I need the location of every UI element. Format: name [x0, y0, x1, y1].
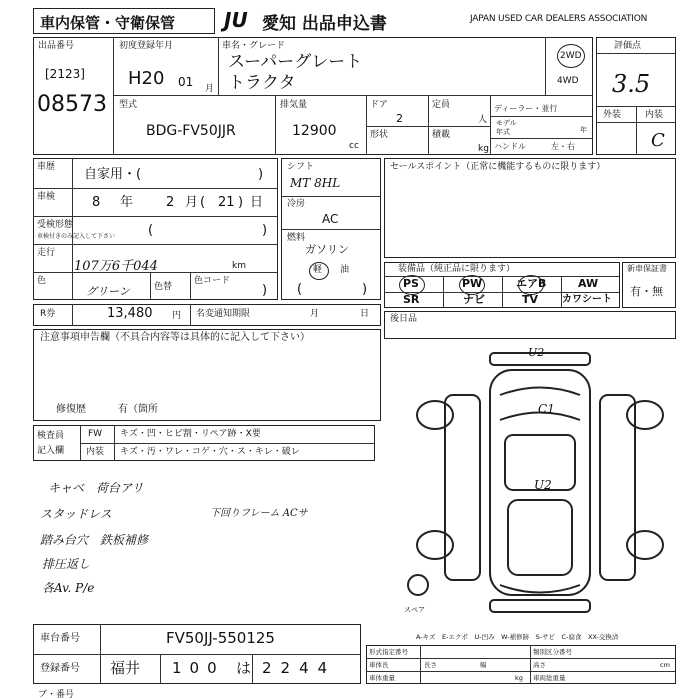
spec-c7: cm	[660, 661, 670, 669]
equip-item-seat: カワシート	[562, 294, 612, 305]
remark-3: 踏み台穴 鉄板補修	[40, 533, 149, 547]
equip-item-sr: SR	[403, 293, 420, 306]
spec-c2: 類別区分番号	[533, 648, 572, 656]
model-value: BDG-FV50JJR	[146, 123, 236, 139]
displacement-unit: cc	[349, 141, 359, 151]
aircon-value: AC	[322, 212, 339, 226]
score-value: 3.5	[612, 70, 651, 98]
vehicle-name-line1: スーパーグレート	[228, 52, 363, 72]
vehicle-name-line2: トラクタ	[228, 73, 296, 93]
notice-label: 名変通知期限	[196, 309, 251, 319]
model-label: 型式	[119, 100, 138, 110]
equip-item-tv: TV	[522, 293, 539, 306]
dealer-year: 年式	[496, 128, 510, 136]
equipment-label: 装備品（純正品に限ります）	[398, 264, 516, 274]
inspection-label: 車検	[37, 192, 56, 202]
notice-unit2: 日	[360, 309, 370, 319]
color-code-close: )	[262, 283, 268, 298]
inspection-day-open: (	[200, 195, 206, 210]
fuel-label: 燃料	[287, 233, 306, 243]
equip-item-aw: AW	[578, 277, 599, 290]
repair-label: 修復歴	[56, 404, 86, 415]
recycle-label: 受検形態	[37, 220, 74, 230]
notice-unit: 月	[310, 309, 320, 319]
recycle-open: (	[148, 223, 154, 238]
dealer-row1: ディーラー・並行	[494, 104, 558, 113]
repair-value: 有（箇所	[118, 404, 158, 415]
displacement-label: 排気量	[280, 100, 308, 110]
mileage-unit: km	[232, 261, 246, 271]
inspection-day-close: )	[238, 195, 244, 210]
spec-c5: 幅	[480, 661, 487, 669]
history-close: )	[258, 167, 264, 182]
recycle-sub: 車検付きのみ記入して下さい	[37, 233, 116, 240]
inspection-year: 8	[92, 195, 101, 210]
history-label: 車歴	[37, 162, 56, 172]
score-label: 評価点	[614, 41, 642, 51]
after-block	[384, 311, 676, 339]
diagram-c1-mark: C1	[538, 402, 555, 416]
warranty-label: 新車保証書	[627, 264, 667, 273]
equip-item-airb: エアB	[516, 277, 547, 290]
displacement-value: 12900	[292, 123, 337, 139]
fuel-open: (	[297, 282, 303, 297]
shift-value: MT 8HL	[290, 176, 341, 190]
plate-label: 登録番号	[40, 663, 80, 674]
equip-item-pw: PW	[462, 277, 483, 290]
fuel-gas: ガソリン	[305, 243, 349, 256]
ju-logo: JU	[224, 8, 248, 32]
inspector-fw-label: FW	[88, 429, 103, 439]
plate-city: 福井	[110, 659, 141, 677]
chassis-label: 車台番号	[40, 633, 80, 644]
damage-legend: A-キズ E-エクボ U-凹み W-補修跡 S-サビ C-腐食 XX-交換済	[416, 633, 619, 641]
spec-c4: 長さ	[424, 661, 437, 669]
inspection-year-unit: 年	[120, 195, 134, 210]
color-label: 色	[37, 276, 47, 286]
inspection-day-unit: 日	[250, 195, 264, 210]
spec-c3: 車体長	[369, 661, 389, 669]
spec-c6: 高さ	[533, 661, 546, 669]
after-label: 後日品	[390, 314, 418, 324]
fuel-oil: 油	[340, 265, 350, 275]
dealer-year-unit: 年	[580, 126, 587, 134]
color-change: 色替	[154, 282, 173, 292]
r-ticket-unit: 円	[172, 311, 182, 321]
registration-era: H20	[128, 68, 165, 89]
score-int-value: C	[651, 130, 665, 151]
lot-bracket: [2123]	[45, 67, 85, 81]
recycle-close: )	[262, 223, 268, 238]
chassis-value: FV50JJ-550125	[166, 629, 275, 647]
inspector-fw-items: キズ・凹・ヒビ割・リペア跡・X要	[120, 429, 261, 439]
inspector-label2: 記入欄	[37, 446, 65, 456]
inspection-month-unit: 月	[185, 195, 199, 210]
vehicle-label: 車名・グレード	[222, 41, 286, 51]
registration-month: 01	[178, 75, 194, 89]
sales-point-label: セールスポイント（正常に機能するものに限ります）	[390, 162, 606, 172]
r-ticket-label: R券	[40, 309, 56, 319]
capacity-unit: 人	[478, 115, 488, 125]
drive-2wd: 2WD	[560, 51, 582, 61]
remark-1: キャベ 荷台アリ	[48, 481, 144, 495]
association-name: JAPAN USED CAR DEALERS ASSOCIATION	[470, 14, 648, 24]
capacity-label: 定員	[432, 100, 451, 110]
inspector-int-label: 内装	[86, 447, 105, 457]
fuel-light: 軽	[313, 265, 323, 275]
storage-badge	[33, 8, 215, 34]
notes-label: 注意事項申告欄（不具合内容等は具体的に記入して下さい）	[40, 332, 310, 343]
registration-month-unit: 月	[205, 84, 215, 94]
spec-c9: kg	[515, 674, 523, 682]
sales-point-block	[384, 158, 676, 258]
dealer-handle: ハンドル	[494, 142, 526, 151]
lot-label: 出品番号	[38, 41, 75, 51]
storage-text: 車内保管・守衛保管	[40, 14, 176, 32]
history-value: 自家用・(	[84, 167, 142, 182]
score-int-label: 内装	[645, 110, 664, 120]
spec-c8: 車体重量	[369, 674, 395, 682]
plate-kana: は	[236, 659, 252, 677]
inspection-day: 21	[218, 195, 235, 210]
form-title: 愛知 出品申込書	[262, 14, 387, 34]
mileage-value: 107万6千044	[74, 259, 158, 274]
diagram-body-mark: U2	[534, 478, 552, 492]
spec-c1: 形式指定番号	[369, 648, 408, 656]
mileage-label: 走行	[37, 248, 56, 258]
score-ext-label: 外装	[603, 110, 622, 120]
diagram-spare-label: スペア	[404, 606, 425, 614]
dealer-handle-side: 左・右	[551, 142, 575, 151]
remark-side: 下回りフレーム ACサ	[210, 508, 308, 519]
remark-2: スタッドレス	[40, 507, 112, 521]
remark-5: 各Av. P/e	[42, 581, 95, 595]
color-value: グリーン	[86, 285, 130, 298]
remark-4: 排圧返し	[42, 557, 91, 571]
plate-number: 2244	[262, 659, 337, 677]
doors-label: ドア	[370, 100, 388, 110]
fuel-close: )	[362, 282, 368, 297]
plate-class: 100	[172, 659, 225, 677]
doors-value: 2	[396, 112, 403, 125]
drive-4wd: 4WD	[557, 76, 579, 86]
dealer-model: モデル	[496, 119, 517, 127]
lot-number: 08573	[37, 92, 107, 117]
diagram-top-mark: U2	[528, 346, 545, 359]
warranty-value: 有・無	[630, 285, 663, 298]
inspector-int-items: キズ・汚・ワレ・コゲ・穴・ス・キレ・破レ	[120, 447, 300, 457]
footer-partial: ブ・番号	[38, 690, 75, 700]
shape-label: 形状	[370, 130, 389, 140]
aircon-label: 冷房	[287, 199, 306, 209]
shift-label: シフト	[287, 162, 315, 172]
payload-unit: kg	[478, 144, 489, 154]
inspection-month: 2	[166, 195, 175, 210]
payload-label: 積載	[432, 130, 451, 140]
equip-item-navi: ナビ	[463, 293, 485, 306]
inspector-label1: 検査員	[37, 431, 65, 441]
r-ticket-value: 13,480	[107, 306, 153, 321]
spec-c10: 車両総重量	[533, 674, 566, 682]
equip-item-ps: PS	[403, 277, 419, 290]
color-code-label: 色コード	[194, 276, 231, 286]
registration-label: 初度登録年月	[119, 41, 174, 51]
